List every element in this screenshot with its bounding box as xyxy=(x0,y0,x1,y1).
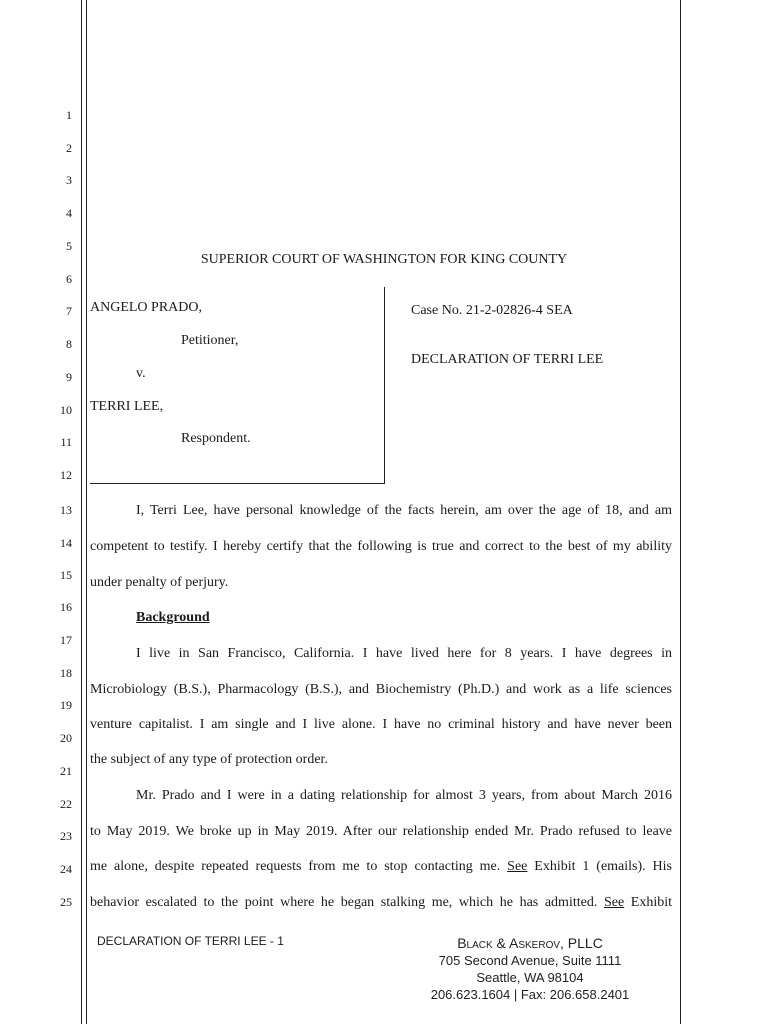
left-margin-rule-outer xyxy=(81,0,82,1024)
line-number: 15 xyxy=(60,568,72,582)
para1-line-3: venture capitalist. I am single and I live alone. I have no criminal history and have never been xyxy=(90,717,672,732)
line-number: 3 xyxy=(66,173,72,187)
para2-line-4-post: Exhibit xyxy=(624,895,672,910)
right-margin-rule xyxy=(680,0,681,1024)
line-number: 21 xyxy=(60,764,72,778)
left-margin-rule-inner xyxy=(86,0,87,1024)
line-number: 4 xyxy=(66,206,72,220)
versus-label: v. xyxy=(136,366,146,381)
case-number: Case No. 21-2-02826-4 SEA xyxy=(411,303,573,318)
para1-line-1: I live in San Francisco, California. I have lived here for 8 years. I have degrees in xyxy=(136,646,672,661)
line-number: 5 xyxy=(66,239,72,253)
para2-line-3-post: Exhibit 1 (emails). His xyxy=(527,859,672,874)
para2-line-4 xyxy=(90,894,672,912)
para2-line-4-pre: behavior escalated to the point where he began stalking me, which he has admitted. xyxy=(90,895,604,910)
line-number: 18 xyxy=(60,666,72,680)
line-number: 19 xyxy=(60,698,72,712)
line-number: 20 xyxy=(60,731,72,745)
line-number: 7 xyxy=(66,304,72,318)
line-number: 22 xyxy=(60,797,72,811)
court-title: SUPERIOR COURT OF WASHINGTON FOR KING COUNTY xyxy=(200,252,568,267)
line-number: 12 xyxy=(60,468,72,482)
line-number: 1 xyxy=(66,108,72,122)
line-number: 13 xyxy=(60,503,72,517)
line-number: 10 xyxy=(60,403,72,417)
line-number: 25 xyxy=(60,895,72,909)
intro-line-2: competent to testify. I hereby certify that the following is true and correct to the best of my ability xyxy=(90,539,672,554)
para1-line-2: Microbiology (B.S.), Pharmacology (B.S.), and Biochemistry (Ph.D.) and work as a life sciences xyxy=(90,682,672,697)
petitioner-role: Petitioner, xyxy=(181,333,239,348)
line-number: 11 xyxy=(60,435,72,449)
footer-document-title: DECLARATION OF TERRI LEE - 1 xyxy=(97,934,284,948)
see-reference: See xyxy=(507,859,528,874)
firm-contact: 206.623.1604 | Fax: 206.658.2401 xyxy=(430,987,630,1002)
line-number: 16 xyxy=(60,600,72,614)
para2-line-3 xyxy=(90,858,672,876)
line-number: 24 xyxy=(60,862,72,876)
respondent-name: TERRI LEE, xyxy=(90,399,164,414)
petitioner-name: ANGELO PRADO, xyxy=(90,300,202,315)
respondent-role: Respondent. xyxy=(181,431,251,446)
intro-line-3: under penalty of perjury. xyxy=(90,575,229,590)
para1-line-4: the subject of any type of protection order. xyxy=(90,752,328,767)
line-number: 23 xyxy=(60,829,72,843)
see-reference: See xyxy=(603,895,625,910)
firm-name: Black & Askerov, PLLC xyxy=(457,935,603,951)
line-number: 17 xyxy=(60,633,72,647)
line-number: 2 xyxy=(66,141,72,155)
line-number: 8 xyxy=(66,337,72,351)
background-heading: Background xyxy=(136,610,210,625)
para2-line-3-pre: me alone, despite repeated requests from me to stop contacting me. xyxy=(90,859,508,874)
para2-line-1: Mr. Prado and I were in a dating relationship for almost 3 years, from about March 2016 xyxy=(136,788,672,803)
document-title: DECLARATION OF TERRI LEE xyxy=(411,352,604,367)
line-number: 6 xyxy=(66,272,72,286)
line-number: 9 xyxy=(66,370,72,384)
firm-address-line-2: Seattle, WA 98104 xyxy=(476,970,584,985)
intro-line-1: I, Terri Lee, have personal knowledge of the facts herein, am over the age of 18, and am xyxy=(136,503,672,518)
line-number: 14 xyxy=(60,536,72,550)
para2-line-2: to May 2019. We broke up in May 2019. After our relationship ended Mr. Prado refused to leave xyxy=(90,824,672,839)
firm-address-line-1: 705 Second Avenue, Suite 1111 xyxy=(438,953,622,968)
